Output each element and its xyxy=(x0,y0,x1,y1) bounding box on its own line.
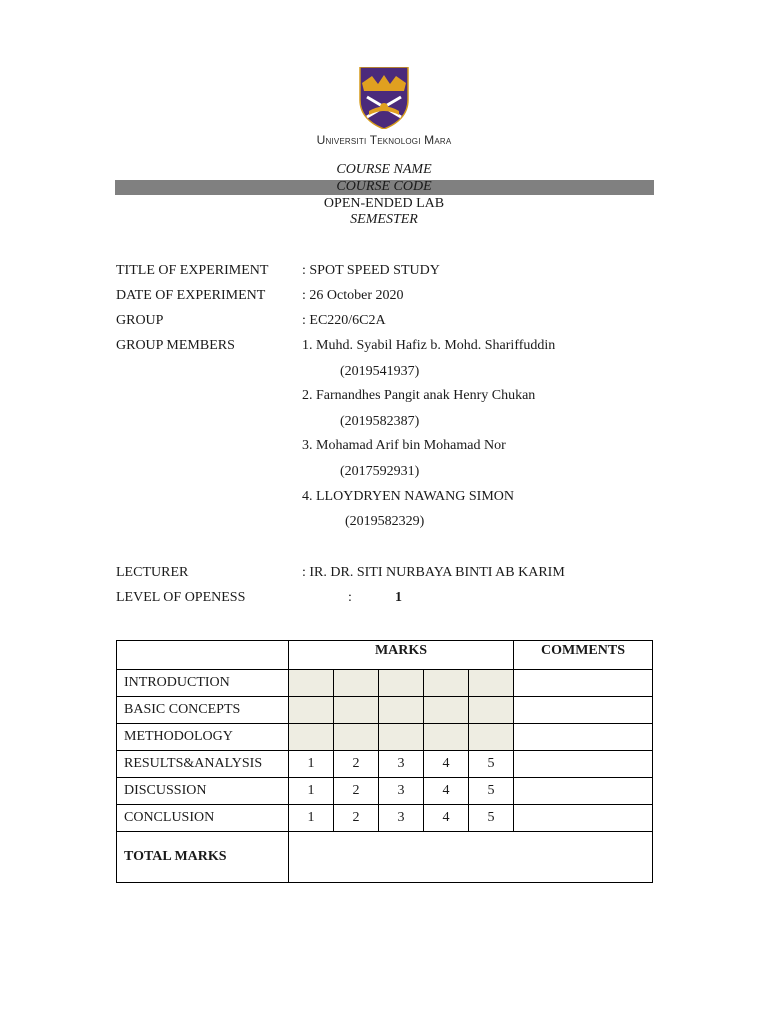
table-row xyxy=(117,751,653,778)
header-blank-cell xyxy=(117,641,289,670)
member-name: 4. LLOYDRYEN NAWANG SIMON xyxy=(302,489,514,504)
score-cell: 2 xyxy=(334,778,379,805)
score-cell xyxy=(379,670,424,697)
date-label: DATE OF EXPERIMENT xyxy=(116,288,266,303)
score-cell: 2 xyxy=(334,805,379,832)
score-cell: 3 xyxy=(379,778,424,805)
score-cell xyxy=(289,724,334,751)
member-name: 1. Muhd. Syabil Hafiz b. Mohd. Shariffuddin xyxy=(302,338,556,353)
openess-value: 1 xyxy=(395,590,402,605)
score-cell: 4 xyxy=(424,778,469,805)
score-cell: 3 xyxy=(379,805,424,832)
criterion-label: CONCLUSION xyxy=(117,805,289,832)
total-marks-label: TOTAL MARKS xyxy=(117,832,289,883)
title-value: : SPOT SPEED STUDY xyxy=(302,263,440,278)
member-id: (2019582387) xyxy=(340,414,420,429)
comment-cell xyxy=(514,751,653,778)
lab-type: OPEN-ENDED LAB xyxy=(323,196,445,211)
comment-cell xyxy=(514,724,653,751)
table-row xyxy=(117,805,653,832)
score-cell: 1 xyxy=(289,751,334,778)
total-marks-cell xyxy=(289,832,653,883)
member-name: 3. Mohamad Arif bin Mohamad Nor xyxy=(302,438,506,453)
score-cell: 5 xyxy=(469,751,514,778)
group-members-label: GROUP MEMBERS xyxy=(116,338,235,353)
lecturer-label: LECTURER xyxy=(116,565,189,580)
marks-header: MARKS xyxy=(289,641,514,670)
title-label: TITLE OF EXPERIMENT xyxy=(116,263,269,278)
member-id: (2019582329) xyxy=(345,514,425,529)
member-name: 2. Farnandhes Pangit anak Henry Chukan xyxy=(302,388,536,403)
group-label: GROUP xyxy=(116,313,164,328)
score-cell: 3 xyxy=(379,751,424,778)
score-cell xyxy=(469,697,514,724)
course-name: COURSE NAME xyxy=(336,162,432,177)
comment-cell xyxy=(514,670,653,697)
score-cell xyxy=(469,670,514,697)
marks-table xyxy=(116,640,653,883)
score-cell xyxy=(289,697,334,724)
criterion-label: METHODOLOGY xyxy=(117,724,289,751)
table-row xyxy=(117,670,653,697)
criterion-label: RESULTS&ANALYSIS xyxy=(117,751,289,778)
score-cell xyxy=(289,670,334,697)
comment-cell xyxy=(514,805,653,832)
table-row xyxy=(117,697,653,724)
member-id: (2019541937) xyxy=(340,364,420,379)
date-value: : 26 October 2020 xyxy=(302,288,404,303)
score-cell: 5 xyxy=(469,778,514,805)
score-cell: 1 xyxy=(289,805,334,832)
score-cell: 1 xyxy=(289,778,334,805)
lecturer-value: : IR. DR. SITI NURBAYA BINTI AB KARIM xyxy=(302,565,565,580)
score-cell xyxy=(334,697,379,724)
member-id: (2017592931) xyxy=(340,464,420,479)
score-cell: 2 xyxy=(334,751,379,778)
table-row xyxy=(117,778,653,805)
comment-cell xyxy=(514,697,653,724)
course-code: COURSE CODE xyxy=(336,179,432,194)
score-cell xyxy=(424,670,469,697)
score-cell xyxy=(424,724,469,751)
semester: SEMESTER xyxy=(350,212,418,227)
score-cell xyxy=(424,697,469,724)
score-cell: 5 xyxy=(469,805,514,832)
criterion-label: INTRODUCTION xyxy=(117,670,289,697)
score-cell: 4 xyxy=(424,805,469,832)
table-header-row xyxy=(117,641,653,670)
comment-cell xyxy=(514,778,653,805)
openess-label: LEVEL OF OPENESS xyxy=(116,590,246,605)
score-cell xyxy=(334,724,379,751)
university-name: Universiti Teknologi Mara xyxy=(316,133,452,147)
openess-colon: : xyxy=(348,590,352,605)
criterion-label: DISCUSSION xyxy=(117,778,289,805)
uitm-logo xyxy=(359,67,409,129)
comments-header: COMMENTS xyxy=(514,641,653,670)
total-row xyxy=(117,832,653,883)
group-value: : EC220/6C2A xyxy=(302,313,386,328)
table-row xyxy=(117,724,653,751)
score-cell xyxy=(334,670,379,697)
criterion-label: BASIC CONCEPTS xyxy=(117,697,289,724)
score-cell xyxy=(379,697,424,724)
score-cell xyxy=(379,724,424,751)
score-cell xyxy=(469,724,514,751)
score-cell: 4 xyxy=(424,751,469,778)
